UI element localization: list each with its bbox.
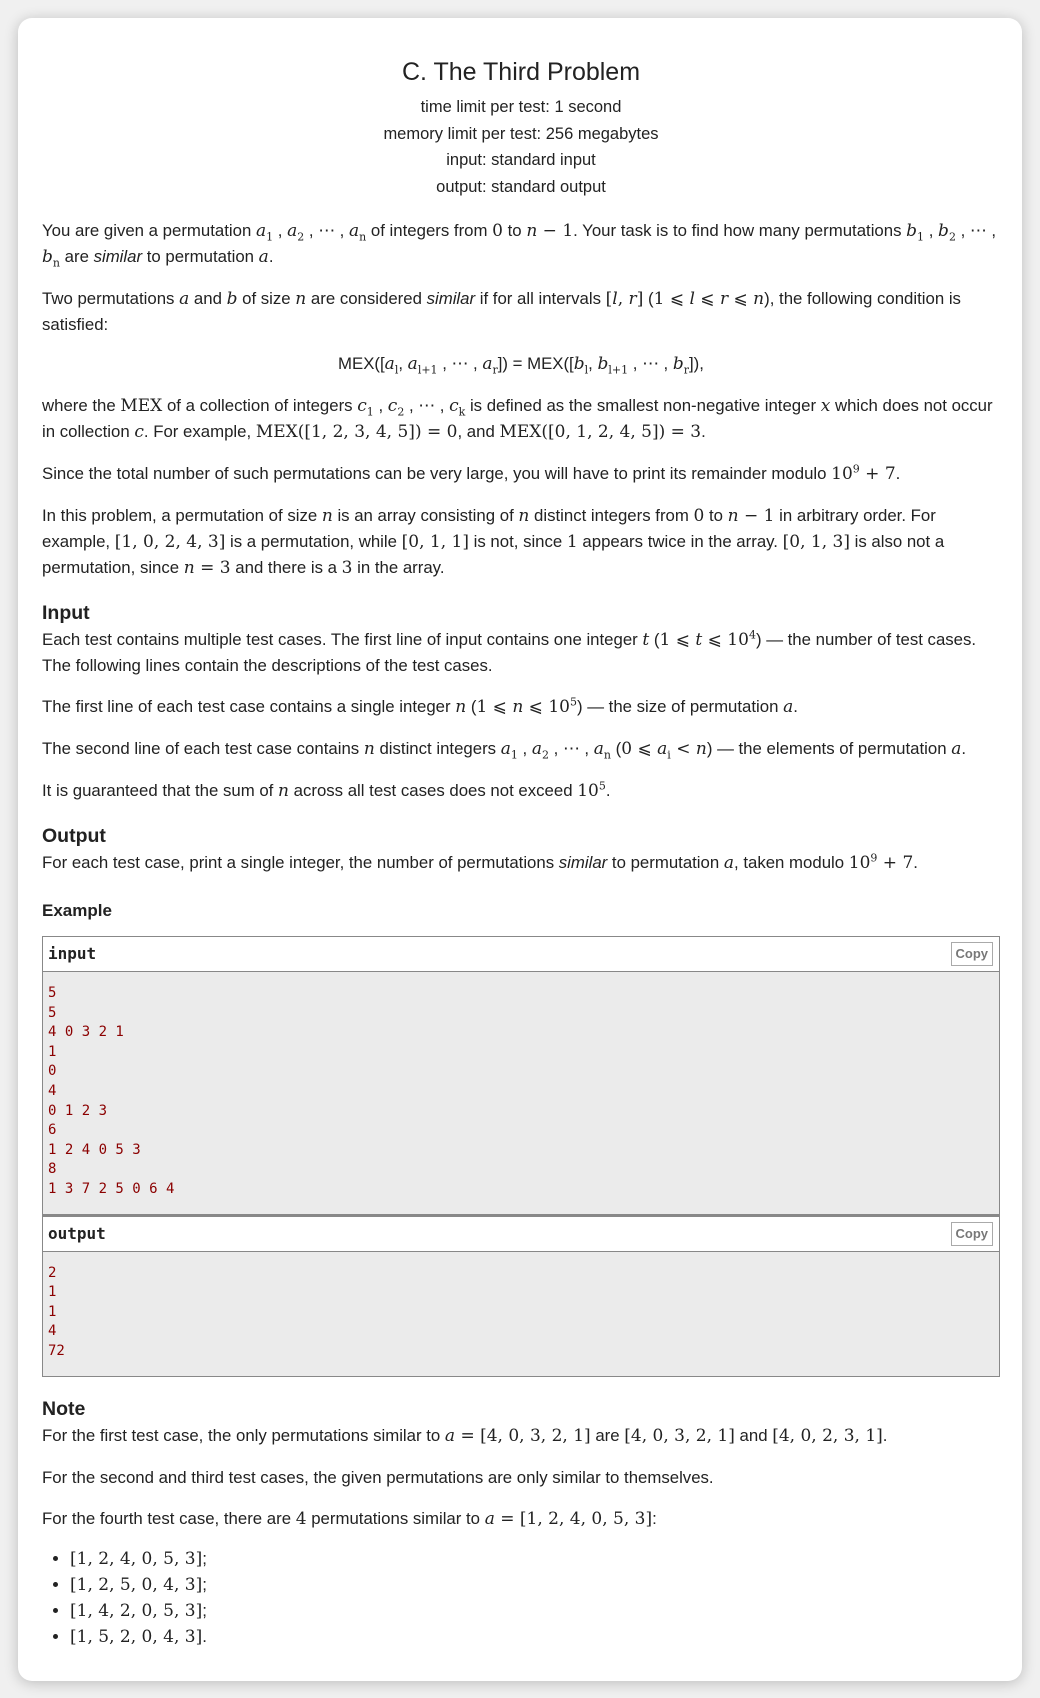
text: is defined as the smallest non-negative integer: [465, 396, 821, 415]
text: .: [268, 247, 274, 266]
text: Two permutations: [42, 289, 180, 308]
math-var: n: [695, 739, 707, 759]
math-var: b: [672, 354, 684, 374]
text: ]) = MEX([: [497, 354, 574, 373]
text: permutations similar to: [306, 1508, 485, 1528]
legend-paragraph: [42, 461, 1000, 487]
input-heading: Input: [42, 602, 90, 624]
text: .: [961, 739, 967, 758]
math-var: a: [482, 354, 493, 374]
text: to: [704, 506, 728, 525]
text: ,: [924, 221, 939, 240]
text: ,: [373, 396, 388, 415]
math-var: n: [518, 506, 530, 526]
text: is also not a permutation, since: [42, 532, 945, 577]
math-var: c: [134, 422, 144, 442]
math-var: a: [384, 354, 395, 374]
math: [1, 4, 2, 0, 5, 3]: [70, 1600, 203, 1621]
text: For the fourth test case, there are: [42, 1508, 296, 1528]
text: For each test case, print a single integer, the number of permutations: [42, 853, 559, 872]
math: [0, 1, 1]: [401, 532, 469, 552]
math-var: b: [226, 289, 238, 309]
emphasis: similar: [426, 289, 476, 308]
text: are: [590, 1425, 625, 1445]
text: , ⋯ ,: [955, 221, 997, 240]
math: [1, 2, 5, 0, 4, 3]: [70, 1574, 203, 1595]
text: .: [202, 1626, 207, 1646]
text: In this problem, a permutation of size: [42, 506, 322, 525]
text: to: [502, 221, 527, 240]
subscript: l+1: [417, 363, 438, 377]
input-paragraph: [42, 778, 1000, 804]
text: are considered: [306, 289, 427, 308]
memory-limit: memory limit per test: 256 megabytes: [383, 124, 659, 143]
input-header: [43, 937, 999, 972]
problem-limits: [42, 94, 1000, 200]
text: .: [913, 853, 918, 872]
superscript: 9: [852, 462, 860, 476]
text: ;: [202, 1548, 207, 1568]
math: [0, 1, 3]: [782, 532, 850, 552]
input-paragraph: [42, 736, 1000, 762]
math-var: l: [612, 289, 618, 309]
legend-paragraph: [42, 218, 1000, 270]
math-var: n: [455, 697, 467, 717]
math-var: a: [723, 853, 735, 873]
text: across all test cases does not exceed: [288, 781, 578, 800]
math-var: r: [719, 289, 729, 309]
note-paragraph: [42, 1423, 1000, 1449]
math-var: n: [753, 289, 765, 309]
formula: [42, 351, 1000, 377]
math: 1 ⩽: [659, 630, 696, 650]
math: [: [605, 289, 613, 309]
text: if for all intervals: [475, 289, 606, 308]
math: 3: [341, 558, 353, 578]
text: You are given a permutation: [42, 221, 256, 240]
text: and there is a: [230, 558, 342, 577]
output-label: output: [48, 1223, 106, 1243]
math-var: n: [295, 289, 307, 309]
text: .: [882, 1425, 888, 1445]
note-list-item: [70, 1546, 1000, 1572]
text: . Your task is to find how many permutations: [573, 221, 907, 240]
math-var: n: [183, 558, 195, 578]
problem-card: [18, 18, 1022, 1681]
text: , ⋯ ,: [304, 221, 349, 240]
math: 1 ⩽: [653, 289, 690, 309]
example-title: Example: [42, 901, 112, 920]
subscript: r: [683, 363, 690, 377]
math-var: a: [531, 739, 542, 759]
math-var: x: [820, 396, 831, 416]
text: (: [466, 697, 477, 716]
copy-output-button[interactable]: Copy: [951, 1222, 994, 1246]
math: = [4, 0, 3, 2, 1]: [455, 1425, 591, 1446]
math-var: n: [512, 697, 524, 717]
math: = 3: [194, 558, 231, 578]
superscript: 4: [748, 628, 756, 642]
superscript: 5: [569, 695, 577, 709]
subscript: l: [584, 363, 589, 377]
note-list-item: [70, 1598, 1000, 1624]
subscript: 2: [297, 230, 305, 244]
text: ;: [202, 1600, 207, 1620]
text: The second line of each test case contains: [42, 739, 364, 758]
text: ;: [202, 1574, 207, 1594]
emphasis: similar: [93, 247, 143, 266]
legend-paragraph: [42, 503, 1000, 581]
math-var: n: [363, 739, 375, 759]
input-paragraph: [42, 627, 1000, 678]
note-list-item: [70, 1572, 1000, 1598]
superscript: 5: [598, 779, 606, 793]
text: ) — the elements of permutation: [706, 739, 952, 758]
math-var: t: [695, 630, 703, 650]
text: Each test contains multiple test cases. The first line of input contains one integer: [42, 630, 643, 649]
math-var: r: [628, 289, 637, 309]
math: 0: [492, 221, 503, 241]
note-heading: Note: [42, 1397, 86, 1420]
math-var: a: [349, 221, 360, 241]
time-limit: time limit per test: 1 second: [420, 98, 622, 116]
text: (: [611, 739, 622, 758]
text: For the first test case, the only permutations similar to: [42, 1425, 445, 1445]
text: where the: [42, 396, 121, 415]
text: of a collection of integers: [162, 396, 358, 415]
text: , ⋯ ,: [628, 354, 673, 373]
text: of integers from: [366, 221, 493, 240]
math: − 1: [738, 506, 775, 526]
math-var: n: [727, 506, 739, 526]
text: to permutation: [142, 247, 259, 266]
math: MEX: [120, 396, 163, 416]
math: MEX([0, 1, 2, 4, 5]) = 3: [499, 422, 702, 442]
math-var: n: [321, 506, 333, 526]
math-var: a: [593, 739, 604, 759]
math: 0: [693, 506, 705, 526]
note-paragraph: [42, 1465, 1000, 1490]
text: and: [734, 1425, 773, 1445]
math-var: b: [597, 354, 609, 374]
text: , ⋯ ,: [549, 739, 594, 758]
subscript: r: [492, 363, 498, 377]
text: of size: [237, 289, 296, 308]
math-var: a: [255, 221, 267, 241]
subscript: 1: [510, 748, 518, 762]
math-var: a: [258, 247, 269, 267]
math-var: c: [387, 396, 398, 416]
math: ]: [636, 289, 644, 309]
note-list-item: [70, 1624, 1000, 1650]
legend-paragraph: [42, 286, 1000, 337]
text: ) — the size of permutation: [576, 697, 784, 716]
math-var: t: [642, 630, 650, 650]
output-paragraph: [42, 850, 1000, 876]
math-var: a: [783, 697, 794, 717]
math: 10: [848, 853, 871, 873]
text: ]),: [689, 354, 704, 373]
subscript: 2: [948, 230, 956, 244]
math-var: b: [573, 354, 585, 374]
text: distinct integers from: [529, 506, 694, 525]
math: − 1: [537, 221, 574, 241]
subscript: n: [603, 748, 611, 762]
output-header: [43, 1214, 999, 1252]
text: .: [605, 781, 611, 800]
math: <: [670, 739, 696, 759]
text: ,: [273, 221, 288, 240]
text: (: [643, 289, 654, 308]
problem-statement: [42, 18, 1000, 1650]
math-var: c: [449, 396, 459, 416]
math-var: b: [906, 221, 918, 241]
text: The first line of each test case contains a single integer: [42, 697, 456, 716]
legend-paragraph: [42, 393, 1000, 445]
math-var: l: [689, 289, 695, 309]
math: ⩽ 10: [702, 630, 749, 650]
input-label: input: [48, 944, 97, 963]
text: For the second and third test cases, the given permutations are only similar to themselves.: [42, 1467, 714, 1487]
sample-test: [42, 936, 1000, 1377]
math-var: b: [42, 247, 53, 267]
text: to permutation: [607, 853, 724, 872]
subscript: 2: [542, 748, 549, 762]
subscript: 1: [366, 405, 374, 419]
text: which does not occur in collection: [42, 396, 993, 441]
text: , taken modulo: [734, 853, 849, 872]
superscript: 9: [870, 851, 878, 865]
subscript: k: [458, 405, 466, 419]
math: ⩽: [694, 289, 720, 309]
input-sample[interactable]: 5 5 4 0 3 2 1 1 0 4 0 1 2 3 6 1 2 4 0 5 3 8 1 3 7 2 5 0 6 4: [43, 972, 999, 1214]
copy-input-button[interactable]: Copy: [951, 942, 994, 966]
text: Since the total number of such permutations can be very large, you will have to print its remainder modulo: [42, 464, 832, 483]
math-var: a: [287, 221, 298, 241]
subscript: 1: [266, 230, 274, 244]
math: [1, 5, 2, 0, 4, 3]: [70, 1626, 203, 1647]
text: MEX([: [338, 354, 385, 373]
math-var: n: [278, 781, 289, 801]
input-paragraph: [42, 694, 1000, 720]
math: + 7: [859, 464, 896, 484]
output-file: output: standard output: [436, 177, 606, 196]
text: , ⋯ ,: [437, 354, 483, 373]
note-list: [42, 1546, 1000, 1650]
text: , and: [457, 422, 500, 441]
math-var: n: [526, 221, 538, 241]
output-heading: Output: [42, 825, 106, 847]
subscript: l: [394, 363, 399, 377]
math-var: a: [179, 289, 190, 309]
input-file: input: standard input: [446, 151, 596, 169]
text: .: [701, 422, 706, 441]
text: .: [793, 697, 798, 716]
math: 1 ⩽: [476, 697, 513, 717]
math-var: c: [357, 396, 367, 416]
text: in the array.: [352, 558, 445, 577]
text: ,: [398, 354, 408, 373]
math-var: a: [484, 1508, 495, 1529]
text: , ⋯ ,: [404, 396, 450, 415]
math: ⩽ 10: [523, 697, 570, 717]
math-var: a: [444, 1425, 456, 1446]
text: distinct integers: [374, 739, 501, 758]
subscript: l+1: [608, 363, 629, 377]
text: is not, since: [468, 532, 567, 551]
math-var: b: [938, 221, 949, 241]
text: ,: [517, 739, 532, 758]
math-var: a: [407, 354, 418, 374]
text: It is guaranteed that the sum of: [42, 781, 279, 800]
math: 0 ⩽: [621, 739, 658, 759]
note-paragraph: [42, 1506, 1000, 1532]
math: 10: [831, 464, 853, 484]
subscript: 2: [397, 405, 405, 419]
math: ,: [617, 289, 629, 309]
text: is an array consisting of: [332, 506, 519, 525]
subscript: n: [359, 230, 367, 244]
text: are: [59, 247, 94, 266]
subscript: n: [52, 256, 60, 270]
output-sample[interactable]: 2 1 1 4 72: [43, 1252, 999, 1376]
math-var: a: [657, 739, 668, 759]
math: [1, 0, 2, 4, 3]: [114, 532, 226, 552]
text: ,: [588, 354, 598, 373]
math: [4, 0, 3, 2, 1]: [624, 1425, 735, 1446]
math: 4: [295, 1508, 307, 1529]
math-var: a: [951, 739, 962, 759]
math-var: a: [500, 739, 511, 759]
text: ) — the number of test cases. The following lines contain the descriptions of the test cases.: [42, 630, 977, 675]
text: in arbitrary order. For example,: [42, 506, 936, 551]
math: 10: [577, 781, 599, 801]
text: is a permutation, while: [225, 532, 402, 551]
math: 1: [566, 532, 578, 552]
math: [1, 2, 4, 0, 5, 3]: [70, 1548, 203, 1569]
text: (: [649, 630, 660, 649]
subscript: 1: [917, 230, 925, 244]
math: [4, 0, 2, 3, 1]: [772, 1425, 883, 1446]
subscript: i: [667, 748, 671, 762]
text: and: [189, 289, 227, 308]
emphasis: similar: [558, 853, 608, 872]
math: ⩽: [728, 289, 754, 309]
text: . For example,: [143, 422, 256, 441]
problem-title: C. The Third Problem: [401, 58, 641, 86]
math: + 7: [877, 853, 914, 873]
text: .: [895, 464, 901, 483]
text: :: [652, 1508, 657, 1528]
math: MEX([1, 2, 3, 4, 5]) = 0: [255, 422, 458, 442]
text: ), the following condition is satisfied:: [42, 289, 961, 334]
math: = [1, 2, 4, 0, 5, 3]: [494, 1508, 653, 1529]
text: appears twice in the array.: [577, 532, 783, 551]
